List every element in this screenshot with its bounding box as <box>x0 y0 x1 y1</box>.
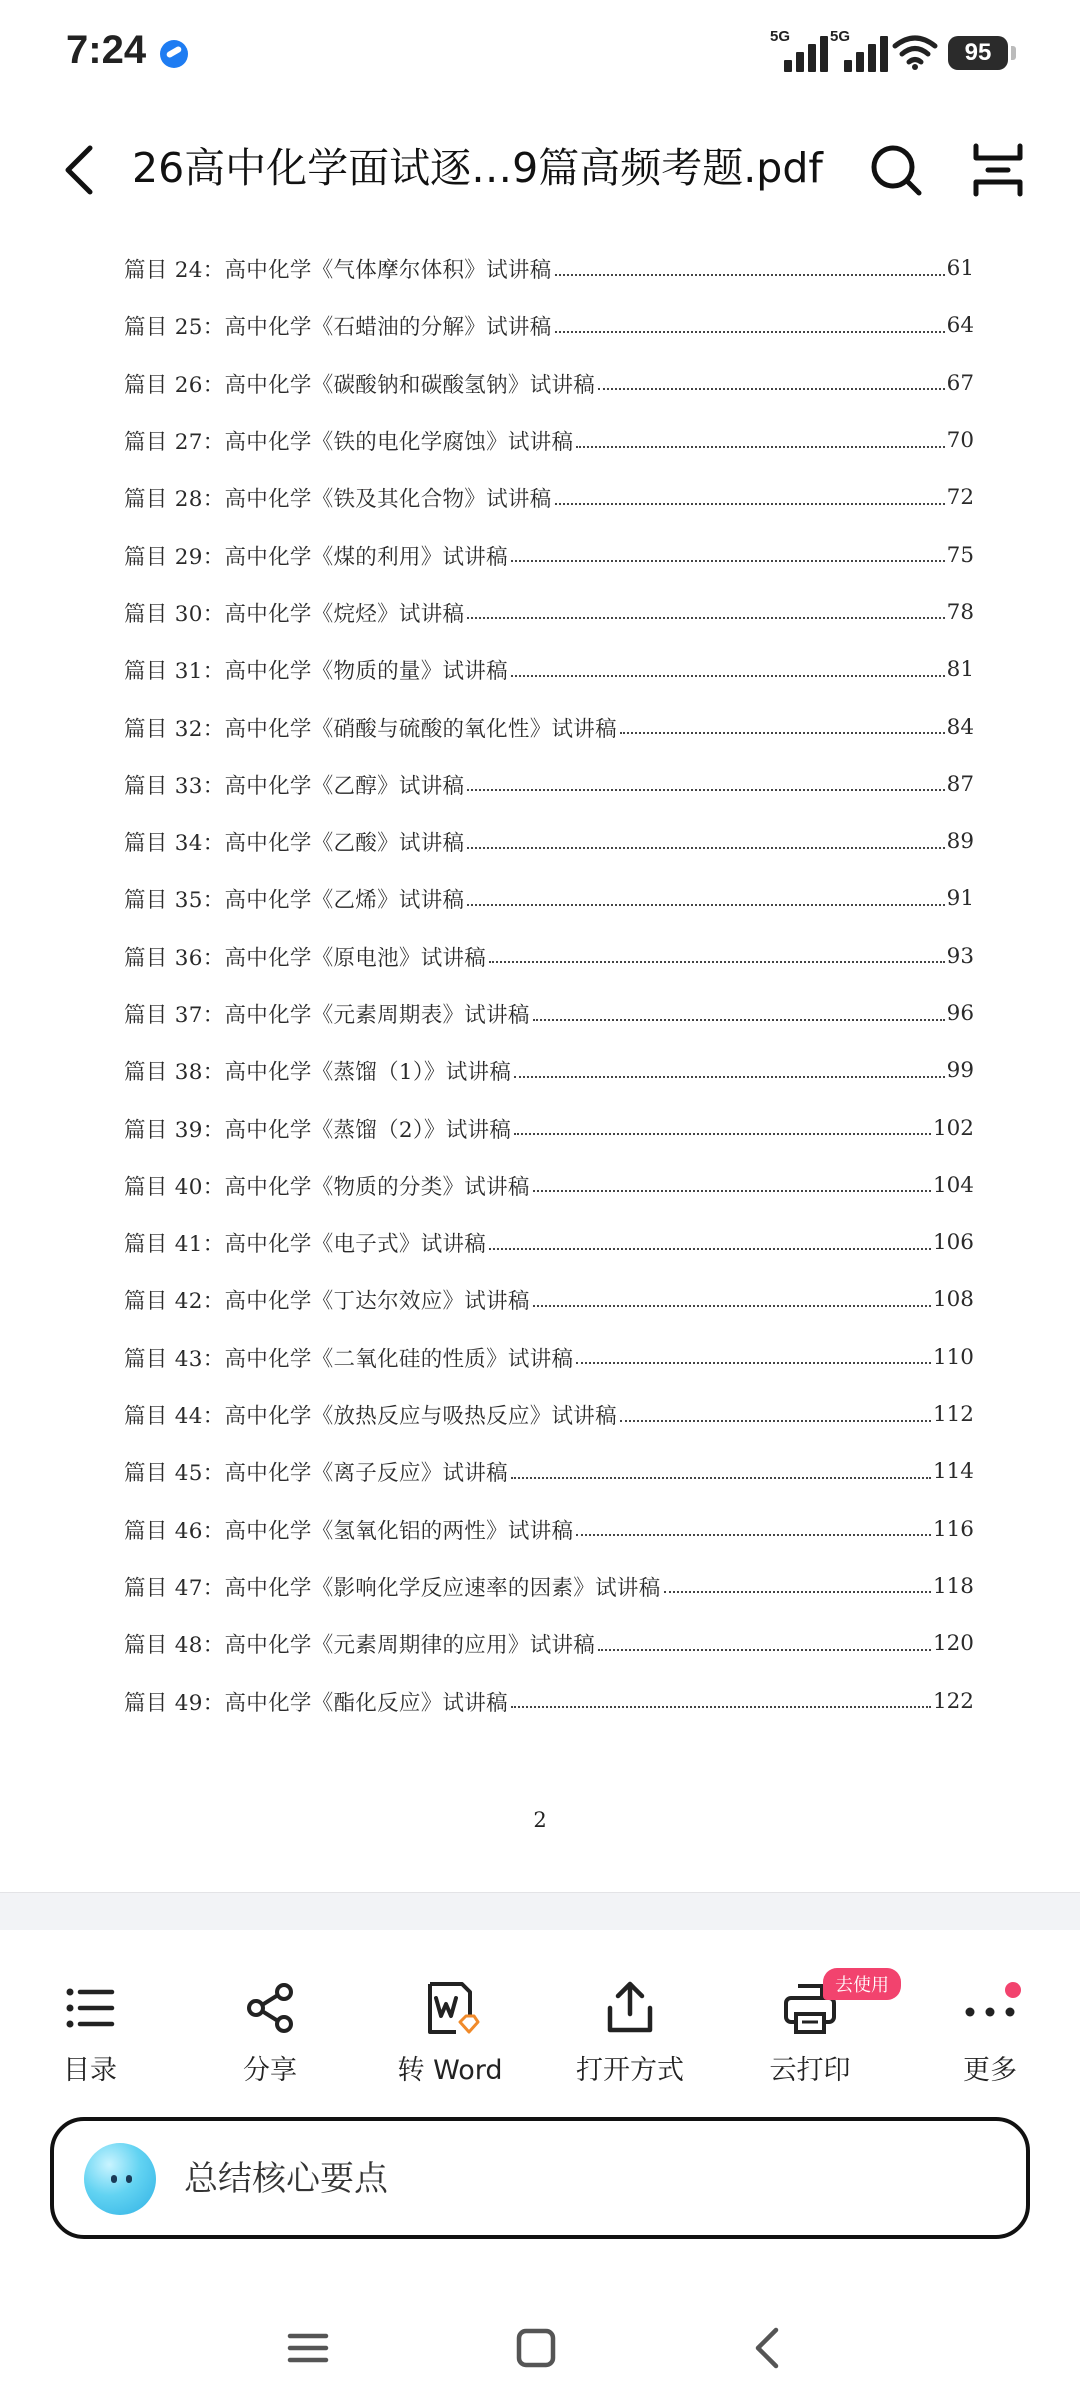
toc-entry-page: 81 <box>946 657 974 683</box>
toc-entry-page: 84 <box>946 714 974 740</box>
toc-entry[interactable] <box>124 1271 974 1328</box>
list-icon <box>60 1978 120 2038</box>
toc-entry-page: 89 <box>946 829 974 855</box>
toc-leader-dots <box>533 1305 931 1307</box>
reading-mode-icon[interactable] <box>968 140 1028 200</box>
signal-strength-icon <box>770 28 830 72</box>
toc-entry-title: 篇目 27：高中化学《铁的电化学腐蚀》试讲稿 <box>124 430 574 456</box>
toc-entry[interactable] <box>124 1558 974 1615</box>
convert-to-word-button[interactable] <box>365 1978 535 2098</box>
cloud-print-button[interactable] <box>725 1975 895 2098</box>
toc-entry-page: 96 <box>946 1001 974 1026</box>
toc-entry[interactable] <box>124 1157 974 1214</box>
toc-entry[interactable] <box>124 526 974 583</box>
toc-entry-page: 61 <box>946 256 974 282</box>
toc-entry-title: 篇目 29：高中化学《煤的利用》试讲稿 <box>124 544 508 570</box>
title-bar <box>0 120 1080 220</box>
toc-entry-title: 篇目 43：高中化学《二氧化硅的性质》试讲稿 <box>124 1346 574 1372</box>
toc-entry-title: 篇目 34：高中化学《乙酸》试讲稿 <box>124 831 465 857</box>
toc-entry[interactable] <box>124 355 974 412</box>
toc-entry-page: 116 <box>932 1516 974 1542</box>
page-divider <box>0 1892 1080 1930</box>
toc-entry[interactable] <box>124 412 974 469</box>
table-of-contents <box>124 240 974 1730</box>
ai-summary-bar[interactable] <box>50 2117 1030 2239</box>
toc-leader-dots <box>511 675 945 677</box>
toc-entry-title: 篇目 46：高中化学《氢氧化铝的两性》试讲稿 <box>124 1518 574 1544</box>
network-type-label: 5G <box>770 28 791 45</box>
notification-app-icon <box>160 40 188 68</box>
share-label: 分享 <box>243 2055 297 2086</box>
toc-leader-dots <box>514 1076 945 1078</box>
toc-leader-dots <box>467 617 944 619</box>
toc-entry[interactable] <box>124 641 974 698</box>
toc-leader-dots <box>555 274 945 276</box>
toc-entry[interactable] <box>124 1099 974 1156</box>
document-page[interactable] <box>0 230 1080 1890</box>
more-label: 更多 <box>963 2055 1017 2086</box>
wifi-icon <box>892 34 938 70</box>
contents-label: 目录 <box>63 2055 117 2086</box>
page-number: 2 <box>533 1808 547 1832</box>
toc-entry[interactable] <box>124 469 974 526</box>
toc-entry[interactable] <box>124 1443 974 1500</box>
toc-entry-title: 篇目 28：高中化学《铁及其化合物》试讲稿 <box>124 487 552 513</box>
toc-entry-page: 87 <box>946 771 974 797</box>
toc-entry-page: 122 <box>932 1688 974 1714</box>
network-type-label: 5G <box>830 28 851 45</box>
toc-entry-title: 篇目 38：高中化学《蒸馏（1）》试讲稿 <box>124 1060 512 1086</box>
upload-share-icon <box>600 1978 660 2038</box>
share-button[interactable] <box>185 1978 355 2098</box>
toc-entry-title: 篇目 48：高中化学《元素周期律的应用》试讲稿 <box>124 1633 596 1659</box>
toc-entry-page: 104 <box>932 1172 974 1198</box>
toc-entry[interactable] <box>124 813 974 870</box>
toc-entry-page: 70 <box>946 428 974 454</box>
more-button[interactable] <box>905 1978 1075 2098</box>
toc-leader-dots <box>533 1190 931 1192</box>
toc-entry-page: 112 <box>932 1402 974 1428</box>
back-icon[interactable] <box>56 140 106 200</box>
toc-leader-dots <box>511 560 945 562</box>
battery-icon <box>948 36 1008 70</box>
toc-entry-title: 篇目 35：高中化学《乙烯》试讲稿 <box>124 888 465 914</box>
toc-leader-dots <box>511 1477 931 1479</box>
toc-entry-page: 110 <box>932 1344 974 1370</box>
battery-level: 95 <box>964 39 992 66</box>
toc-entry-title: 篇目 40：高中化学《物质的分类》试讲稿 <box>124 1174 530 1200</box>
toc-entry-page: 106 <box>932 1230 974 1256</box>
toc-entry-page: 78 <box>946 599 974 625</box>
toc-entry-title: 篇目 49：高中化学《酯化反应》试讲稿 <box>124 1690 508 1716</box>
toc-entry-page: 75 <box>946 542 974 568</box>
system-navigation-bar <box>0 2290 1080 2401</box>
home-icon[interactable] <box>506 2318 566 2378</box>
open-with-button[interactable] <box>545 1978 715 2098</box>
toc-entry-page: 91 <box>946 886 974 912</box>
toc-leader-dots <box>598 1649 931 1651</box>
share-icon <box>240 1978 300 2038</box>
toc-leader-dots <box>576 1534 931 1536</box>
toc-leader-dots <box>533 1019 945 1021</box>
toc-entry[interactable] <box>124 985 974 1042</box>
toc-entry-page: 99 <box>946 1058 974 1084</box>
toc-leader-dots <box>511 1706 931 1708</box>
document-title: 26高中化学面试逐…9篇高频考题.pdf <box>132 144 823 192</box>
toc-entry-title: 篇目 45：高中化学《离子反应》试讲稿 <box>124 1461 508 1487</box>
toc-entry-title: 篇目 42：高中化学《丁达尔效应》试讲稿 <box>124 1289 530 1315</box>
toc-entry[interactable] <box>124 870 974 927</box>
ai-summary-text: 总结核心要点 <box>184 2159 388 2199</box>
toc-entry-page: 102 <box>932 1115 974 1141</box>
toc-entry[interactable] <box>124 756 974 813</box>
back-nav-icon[interactable] <box>738 2318 798 2378</box>
toc-leader-dots <box>555 331 945 333</box>
toc-leader-dots <box>576 1362 931 1364</box>
convert-to-word-label: 转 Word <box>397 2055 503 2086</box>
toc-leader-dots <box>620 1420 931 1422</box>
toc-entry[interactable] <box>124 1386 974 1443</box>
toc-leader-dots <box>576 446 944 448</box>
toc-entry[interactable] <box>124 297 974 354</box>
toc-entry[interactable] <box>124 1042 974 1099</box>
toc-entry[interactable] <box>124 698 974 755</box>
notification-dot <box>1005 1982 1021 1998</box>
open-with-label: 打开方式 <box>576 2055 684 2086</box>
toc-entry[interactable] <box>124 1615 974 1672</box>
toc-entry-title: 篇目 37：高中化学《元素周期表》试讲稿 <box>124 1003 530 1028</box>
toc-entry-title: 篇目 44：高中化学《放热反应与吸热反应》试讲稿 <box>124 1404 617 1430</box>
status-bar <box>0 0 1080 100</box>
signal-strength-icon <box>830 28 890 72</box>
toc-entry-page: 120 <box>932 1631 974 1657</box>
toc-entry-title: 篇目 36：高中化学《原电池》试讲稿 <box>124 945 487 971</box>
toc-leader-dots <box>664 1591 931 1593</box>
ai-assistant-avatar <box>84 2143 156 2215</box>
toc-entry[interactable] <box>124 584 974 641</box>
search-icon[interactable] <box>866 140 926 200</box>
toc-leader-dots <box>555 503 945 505</box>
cloud-print-label: 云打印 <box>769 2055 851 2086</box>
toc-entry[interactable] <box>124 1501 974 1558</box>
word-document-icon <box>420 1978 480 2038</box>
toc-entry-page: 67 <box>946 370 974 396</box>
toc-leader-dots <box>620 732 945 734</box>
toc-entry-title: 篇目 33：高中化学《乙醇》试讲稿 <box>124 773 465 799</box>
toc-entry[interactable] <box>124 928 974 985</box>
toc-entry-title: 篇目 30：高中化学《烷烃》试讲稿 <box>124 601 465 627</box>
toc-entry[interactable] <box>124 1672 974 1729</box>
toc-entry[interactable] <box>124 1214 974 1271</box>
toc-leader-dots <box>489 961 945 963</box>
cloud-print-badge: 去使用 <box>823 1968 901 2000</box>
toc-entry-title: 篇目 47：高中化学《影响化学反应速率的因素》试讲稿 <box>124 1575 661 1601</box>
toc-entry-title: 篇目 25：高中化学《石蜡油的分解》试讲稿 <box>124 315 552 341</box>
recent-apps-icon[interactable] <box>278 2318 338 2378</box>
toc-entry-title: 篇目 26：高中化学《碳酸钠和碳酸氢钠》试讲稿 <box>124 372 596 398</box>
status-time: 7:24 <box>66 28 147 72</box>
toc-leader-dots <box>514 1133 931 1135</box>
toc-entry[interactable] <box>124 240 974 297</box>
toc-entry-title: 篇目 32：高中化学《硝酸与硫酸的氧化性》试讲稿 <box>124 716 617 742</box>
toc-entry-title: 篇目 24：高中化学《气体摩尔体积》试讲稿 <box>124 258 552 284</box>
toc-entry-title: 篇目 39：高中化学《蒸馏（2）》试讲稿 <box>124 1117 512 1143</box>
toc-entry-title: 篇目 41：高中化学《电子式》试讲稿 <box>124 1232 487 1258</box>
toc-entry-page: 72 <box>946 485 974 511</box>
toc-entry[interactable] <box>124 1329 974 1386</box>
toc-leader-dots <box>467 789 944 791</box>
toc-entry-page: 64 <box>946 313 974 339</box>
contents-button[interactable] <box>5 1978 175 2098</box>
toc-entry-page: 108 <box>932 1287 974 1313</box>
toc-leader-dots <box>489 1248 931 1250</box>
toc-entry-page: 93 <box>946 943 974 969</box>
toc-entry-page: 114 <box>932 1459 974 1485</box>
toc-leader-dots <box>598 388 945 390</box>
toc-leader-dots <box>467 847 944 849</box>
toc-entry-title: 篇目 31：高中化学《物质的量》试讲稿 <box>124 659 508 685</box>
toc-entry-page: 118 <box>932 1573 974 1599</box>
toc-leader-dots <box>467 904 944 906</box>
bottom-toolbar <box>0 1930 1080 2100</box>
